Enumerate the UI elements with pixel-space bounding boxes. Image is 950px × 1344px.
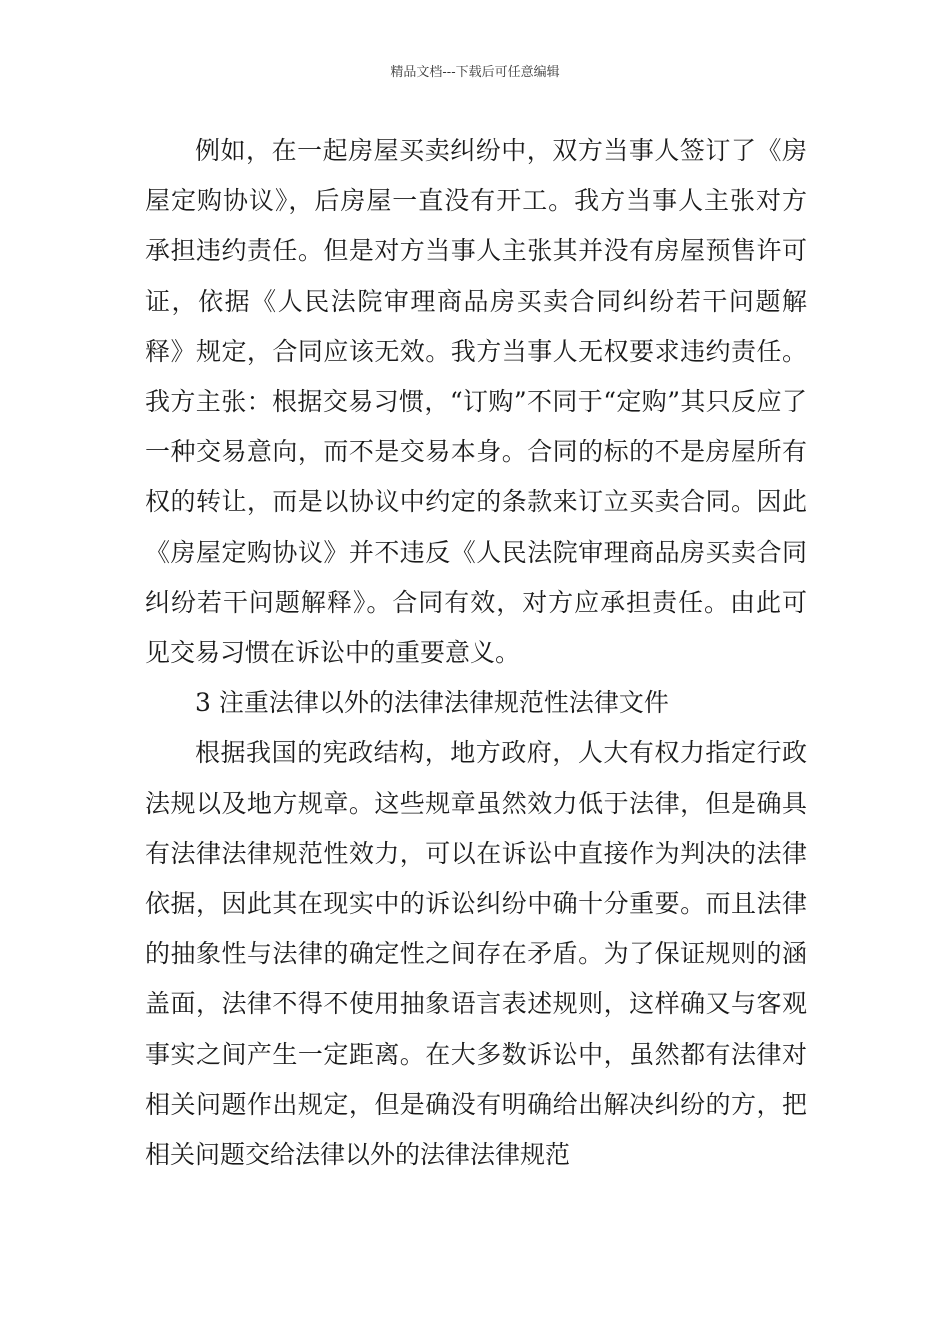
paragraph-constitutional-structure: 根据我国的宪政结构，地方政府，人大有权力指定行政法规以及地方规章。这些规章虽然效力低于法律，但是确具有法律法律规范性效力，可以在诉讼中直接作为判决的法律依据，因此其在现实中的诉讼纠纷中确十分重要。而且法律的抽象性与法律的确定性之间存在矛盾。为了保证规则的涵盖面，法律不得不使用抽象语言表述规则，这样确又与客观事实之间产生一定距离。在大多数诉讼中，虽然都有法律对相关问题作出规定，但是确没有明确给出解决纠纷的方，把相关问题交给法律以外的法律法律规范	[145, 738, 807, 1170]
document-body	[145, 126, 807, 1180]
page-header: 精品文档---下载后可任意编辑	[390, 65, 560, 80]
section-heading: 3 注重法律以外的法律法律规范性法律文件	[195, 688, 669, 718]
paragraph-example: 例如，在一起房屋买卖纠纷中，双方当事人签订了《房屋定购协议》，后房屋一直没有开工。我方当事人主张对方承担违约责任。但是对方当事人主张其并没有房屋预售许可证，依据《人民法院审理商品房买卖合同纠纷若干问题解释》规定，合同应该无效。我方当事人无权要求违约责任。我方主张：根据交易习惯，“订购”不同于“定购”其只反应了一种交易意向，而不是交易本身。合同的标的不是房屋所有权的转让，而是以协议中约定的条款来订立买卖合同。因此《房屋定购协议》并不违反《人民法院审理商品房买卖合同纠纷若干问题解释》。合同有效，对方应承担责任。由此可见交易习惯在诉讼中的重要意义。	[145, 136, 807, 668]
